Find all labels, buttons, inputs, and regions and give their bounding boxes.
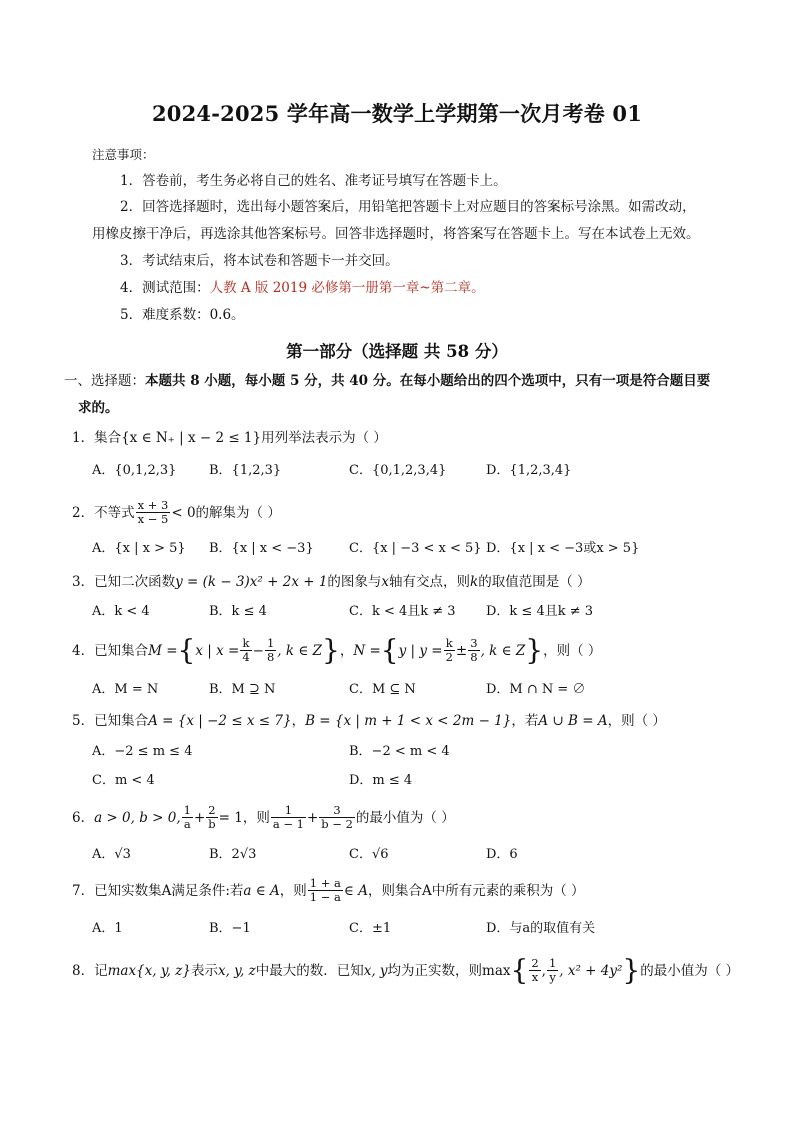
q5-option-a: A．−2 ≤ m ≤ 4 <box>92 744 193 759</box>
q2-fraction <box>136 499 171 526</box>
q4-stem-b: ，则（ ） <box>543 642 602 659</box>
question-5 <box>72 712 666 730</box>
q8-frac1-num: 2 <box>531 956 539 970</box>
q7-option-b: B．−1 <box>209 921 251 936</box>
q5-condition: A ∪ B = A <box>538 713 608 729</box>
q8-frac2-den: y <box>549 970 556 984</box>
q5-set-a: A = {x | −2 ≤ x ≤ 7} <box>148 713 292 729</box>
section-title: 第一部分（选择题 共 58 分） <box>286 342 508 361</box>
q3-k: k <box>470 574 479 590</box>
q4-n-inner: y | y = <box>398 642 443 659</box>
q5-stem-c: ，则（ ） <box>607 713 666 729</box>
q1-option-d: D．{1,2,3,4} <box>486 463 572 478</box>
q3-stem-a: 3．已知二次函数 <box>72 574 176 590</box>
q4-n-frac2 <box>468 637 479 664</box>
q8-frac2-num: 1 <box>548 956 557 970</box>
q6-frac2-num: 2 <box>206 804 217 818</box>
q1-stem-b: 用列举法表示为（ ） <box>261 430 387 446</box>
q1-stem-a: 1．集合 <box>72 430 122 446</box>
q4-n-frac1 <box>444 637 455 664</box>
q3-stem-c: 轴有交点，则 <box>389 574 471 590</box>
q7-stem-c: ，则 <box>279 882 307 899</box>
q6-frac1 <box>182 804 193 831</box>
notice-item-2-cont: 用橡皮擦干净后，再选涂其他答案标号。回答非选择题时，将答案写在答题卡上。写在本试卷上无效。 <box>92 226 700 242</box>
q6-plus2: + <box>306 809 319 826</box>
q2-stem-a: 2．不等式 <box>72 504 135 521</box>
q6-option-d: D．6 <box>486 847 518 862</box>
q7-set-a-2: A <box>421 882 432 899</box>
q7-option-d: D．与a的取值有关 <box>486 921 596 936</box>
q4-n-close-brace: } <box>525 633 544 667</box>
q6-frac3-num: 1 <box>271 804 306 818</box>
q4-option-c: C．M ⊆ N <box>349 682 416 697</box>
q8-xy: x, y <box>363 962 388 979</box>
q8-stem-d: 均为正实数，则 <box>387 962 483 979</box>
q5-option-d: D．m ≤ 4 <box>349 773 413 788</box>
q4-sep: ， <box>339 642 354 659</box>
q4-stem-a: 4．已知集合 <box>72 642 149 659</box>
q4-m-left: M = <box>148 642 178 659</box>
q6-frac3-den: a − 1 <box>272 817 304 831</box>
q5-option-b: B．−2 < m < 4 <box>349 744 450 759</box>
q4-m-frac2 <box>265 637 276 664</box>
q3-stem-d: 的取值范围是（ ） <box>478 574 591 590</box>
q8-stem-e: 的最小值为（ ） <box>640 962 740 979</box>
section-instructions-cont: 求的。 <box>78 400 119 416</box>
q4-n-open-brace: { <box>380 633 399 667</box>
q6-stem-b: ，则 <box>242 809 270 826</box>
q8-max: max <box>482 962 511 979</box>
q1-set: {x ∈ N₊ | x − 2 ≤ 1} <box>121 430 262 446</box>
q8-stem-c: 中最大的数．已知 <box>255 962 364 979</box>
q5-stem-b: ，若 <box>511 713 539 729</box>
q5-stem-a: 5．已知集合 <box>72 713 149 729</box>
q4-n-frac2-den: 8 <box>470 650 478 664</box>
q1-option-b: B．{1,2,3} <box>209 463 282 478</box>
q7-stem-b: 满足条件:若 <box>171 882 244 899</box>
q8-tail: , x² + 4y² <box>559 962 623 979</box>
q8-max-expr: max{x, y, z} <box>107 962 191 979</box>
q3-stem-b: 的图象与 <box>327 574 382 590</box>
q7-stem-d: ，则集合 <box>367 882 422 899</box>
instr-body: 本题共 8 小题，每小题 5 分，共 40 分。在每小题给出的四个选项中，只有一项是符合题目要 <box>145 373 711 389</box>
q2-fraction-numerator: x + 3 <box>137 498 169 512</box>
q7-set-a: A <box>161 882 172 899</box>
q6-condition: a > 0, b > 0, <box>94 809 181 826</box>
q6-stem-c: 的最小值为（ ） <box>355 809 455 826</box>
q3-option-b: B．k ≤ 4 <box>209 604 267 619</box>
question-3 <box>72 573 591 591</box>
q7-option-c: C．±1 <box>349 921 392 936</box>
q6-frac1-den: a <box>183 817 191 831</box>
q3-option-a: A．k < 4 <box>92 604 150 619</box>
q4-n-frac1-num: k <box>444 637 455 651</box>
q8-frac2 <box>547 957 558 984</box>
question-4 <box>72 633 602 667</box>
notice-heading: 注意事项： <box>92 147 155 162</box>
q7-frac-num: 1 + a <box>309 876 341 890</box>
q5-set-b: B = {x | m + 1 < x < 2m − 1} <box>305 713 512 729</box>
q6-frac4-num: 3 <box>319 804 355 818</box>
q4-n-op: ± <box>455 642 468 659</box>
q8-open-brace: { <box>510 953 529 987</box>
q6-frac2 <box>206 804 217 831</box>
q4-option-a: A．M = N <box>92 682 159 697</box>
question-7 <box>72 876 585 905</box>
question-1 <box>72 429 387 447</box>
q6-option-a: A．√3 <box>92 847 131 862</box>
q7-option-a: A．1 <box>92 921 123 936</box>
q6-stem-a: 6． <box>72 809 95 826</box>
q2-option-c: C．{x | −3 < x < 5} <box>349 541 482 556</box>
q4-m-op: − <box>252 642 264 659</box>
q3-option-d: D．k ≤ 4且k ≠ 3 <box>486 604 594 619</box>
q4-m-frac2-den: 8 <box>266 650 275 664</box>
q4-option-d: D．M ∩ N = ∅ <box>486 682 586 697</box>
q6-frac4-den: b − 2 <box>321 817 353 831</box>
notice-item-2: 2．回答选择题时，选出每小题答案后，用铅笔把答题卡上对应题目的答案标号涂黑。如需改动， <box>120 199 696 215</box>
q4-n-tail: , k ∈ Z <box>480 642 526 659</box>
q7-stem-e: 中所有元素的乘积为（ ） <box>431 882 585 899</box>
q4-m-close-brace: } <box>322 633 340 667</box>
q4-m-open-brace: { <box>177 633 196 667</box>
q6-frac1-num: 1 <box>183 803 191 817</box>
q4-n-frac1-den: 2 <box>445 650 453 664</box>
question-2 <box>72 499 281 526</box>
q6-eq: = 1 <box>218 809 243 826</box>
q6-plus: + <box>193 809 206 826</box>
q3-function: y = (k − 3)x² + 2x + 1 <box>175 574 328 590</box>
section-instructions <box>64 372 710 390</box>
q4-m-tail: , k ∈ Z <box>277 642 323 659</box>
q8-stem-a: 8．记 <box>72 962 108 979</box>
q2-fraction-denominator: x − 5 <box>137 512 169 526</box>
q2-option-d: D．{x | x < −3或x > 5} <box>486 541 640 556</box>
q6-frac4 <box>319 804 355 831</box>
q7-frac-den: 1 − a <box>309 890 341 904</box>
q4-n-left: N = <box>353 642 381 659</box>
q2-stem-b: 的解集为（ ） <box>195 504 281 521</box>
q6-option-b: B．2√3 <box>209 847 257 862</box>
q7-stem-a: 7．已知实数集 <box>72 882 162 899</box>
q3-option-c: C．k < 4且k ≠ 3 <box>349 604 456 619</box>
q8-close-brace: } <box>622 953 641 987</box>
question-8 <box>72 955 739 986</box>
question-6 <box>72 803 455 832</box>
q3-axis: x <box>381 574 390 590</box>
q5-sep: ， <box>291 713 306 729</box>
q5-option-c: C．m < 4 <box>92 773 155 788</box>
q2-relation: < 0 <box>171 504 196 521</box>
notice-item-5: 5．难度系数：0.6。 <box>120 307 245 323</box>
q7-frac <box>308 877 343 904</box>
instr-prefix: 一、选择题： <box>64 373 145 389</box>
notice-item-4 <box>120 279 485 297</box>
scope-value: 人教 A 版 2019 必修第一册第一章~第二章。 <box>209 280 485 296</box>
q6-option-c: C．√6 <box>349 847 389 862</box>
q4-m-inner: x | x = <box>195 642 240 659</box>
q7-cond1: a ∈ A <box>243 882 280 899</box>
q2-option-b: B．{x | x < −3} <box>209 541 314 556</box>
q8-stem-b: 表示 <box>190 962 218 979</box>
q4-m-frac2-num: 1 <box>266 636 275 650</box>
q4-m-frac1-den: 4 <box>242 650 250 664</box>
q4-option-b: B．M ⊇ N <box>209 682 276 697</box>
q1-option-a: A．{0,1,2,3} <box>92 463 177 478</box>
scope-label: 4．测试范围： <box>120 280 210 296</box>
notice-item-1: 1．答卷前，考生务必将自己的姓名、准考证号填写在答题卡上。 <box>120 173 507 189</box>
q7-cond2: ∈ A <box>343 882 368 899</box>
q8-frac1 <box>529 957 540 984</box>
q8-xyz: x, y, z <box>217 962 256 979</box>
q6-frac2-den: b <box>208 817 216 831</box>
q4-n-frac2-num: 3 <box>470 636 478 650</box>
notice-item-3: 3．考试结束后，将本试卷和答题卡一并交回。 <box>120 253 399 269</box>
q8-frac1-den: x <box>531 970 539 984</box>
q4-m-frac1-num: k <box>240 637 251 651</box>
q8-comma: , <box>541 962 546 979</box>
q6-frac3 <box>271 804 306 831</box>
q1-option-c: C．{0,1,2,3,4} <box>349 463 447 478</box>
exam-title: 2024-2025 学年高一数学上学期第一次月考卷 01 <box>151 101 643 126</box>
q4-m-frac1 <box>240 637 251 664</box>
q2-option-a: A．{x | x > 5} <box>92 541 186 556</box>
